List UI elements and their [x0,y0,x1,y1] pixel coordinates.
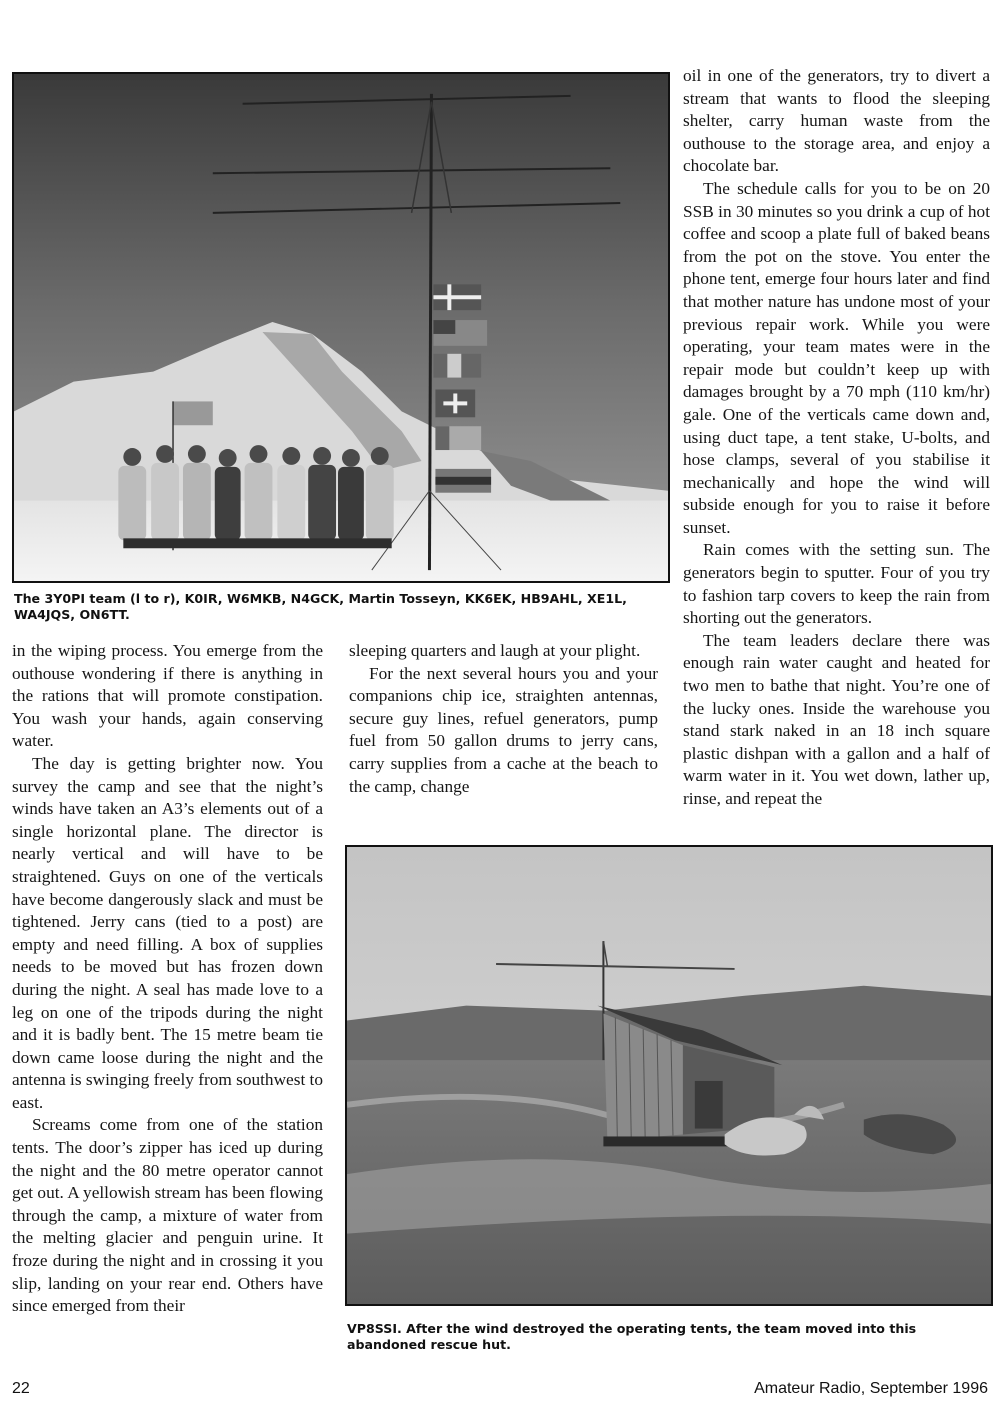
publication-footer: Amateur Radio, September 1996 [754,1380,988,1397]
team-photo-caption: The 3Y0PI team (l to r), K0IR, W6MKB, N4GCK, Martin Tosseyn, KK6EK, HB9AHL, XE1L, WA4JQS, ON6TT. [14,591,627,622]
team-photo [12,72,670,583]
paragraph: For the next several hours you and your companions chip ice, straighten antennas, secure guy lines, refuel generators, pump fuel from 50 gallon drums to jerry cans, carry supplies from a cache at the beach to the camp, change [349,663,658,796]
column-right [683,65,990,811]
rescue-hut-photo-caption: VP8SSI. After the wind destroyed the operating tents, the team moved into this abandoned rescue hut. [347,1321,917,1352]
paragraph: The team leaders declare there was enough rain water caught and heated for two men to bathe that night. You’re one of the lucky ones. Inside the warehouse you stand stark naked in an 18 inch square plastic dishpan with a gallon and a half of warm water in it. You wet down, lather up, rinse, and repeat the [683,630,990,808]
paragraph: The schedule calls for you to be on 20 SSB in 30 minutes so you drink a cup of hot coffee and scoop a plate full of baked beans from the pot on the stove. You enter the phone tent, emerge four hours later and find that mother nature has undone most of your previous repair work. While you were operating, your team mates were in the repair mode but couldn’t keep up with damages brought by a 70 mph (110 km/hr) gale. One of the verticals came down and, using duct tape, a tent stake, U-bolts, and hose clamps, several of you stabilise it mechanically and hope the wind will subside enough for you to raise it before sunset. [683,178,990,537]
paragraph: sleeping quarters and laugh at your plight. [349,641,641,660]
rescue-hut-photo [345,845,993,1306]
page-number: 22 [12,1380,30,1397]
paragraph: Screams come from one of the station tents. The door’s zipper has iced up during the night and the 80 metre operator cannot get out. A yellowish stream has been flowing through the camp, a mixture of water from the melting glacier and penguin urine. It froze during the night and in crossing it you slip, landing on your rear end. Others have since emerged from their [12,1115,324,1316]
column-left [12,640,323,1318]
paragraph: Rain comes with the setting sun. The generators begin to sputter. Four of you try to fashion tarp covers to keep the rain from shorting out the generators. [683,540,990,628]
column-middle [349,640,658,798]
paragraph: in the wiping process. You emerge from the outhouse wondering if there is anything in the rations that will promote constipation. You wash your hands, again conserving water. [12,641,323,751]
paragraph: The day is getting brighter now. You survey the camp and see that the night’s winds have taken an A3’s elements out of a single horizontal plane. The director is nearly vertical and will have to be straightened. Guys on one of the verticals have become dangerously slack and must be tightened. Jerry cans (tied to a post) are empty and need filling. A box of supplies needs to be moved but has frozen down during the night. A seal has made love to a leg on one of the tripods during the night and it is badly bent. The 15 metre beam tie down came loose during the night and the antenna is swinging freely from southwest to east. [12,753,324,1112]
paragraph: oil in one of the generators, try to divert a stream that wants to flood the sleeping shelter, carry human waste from the outhouse to the storage area, and enjoy a chocolate bar. [683,66,990,176]
team-photo-image [14,74,668,581]
rescue-hut-photo-image [347,847,991,1304]
